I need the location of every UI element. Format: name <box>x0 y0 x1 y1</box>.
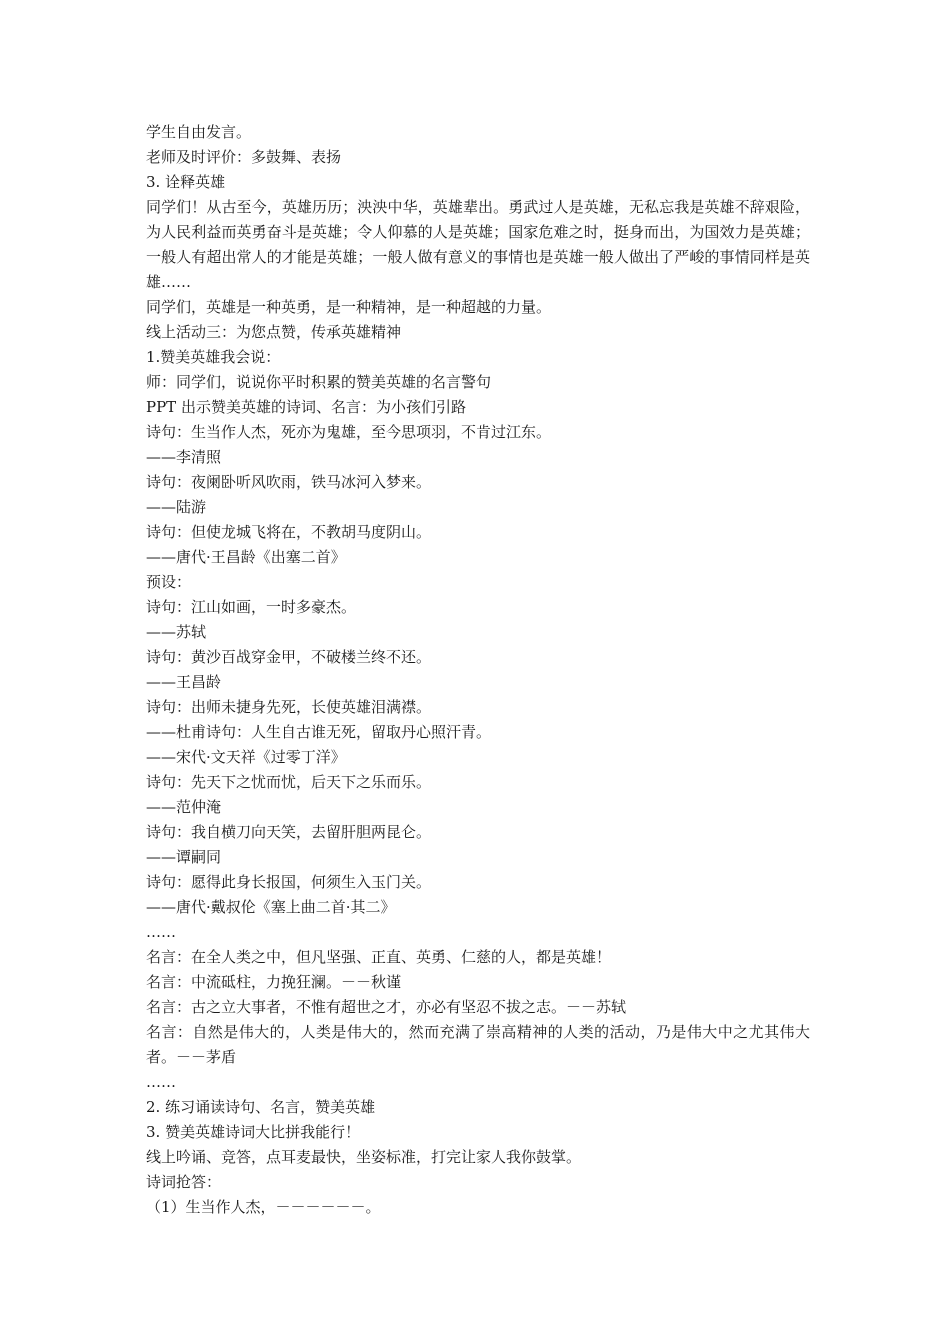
quote-line: 名言：在全人类之中，但凡坚强、正直、英勇、仁慈的人，都是英雄！ <box>146 948 612 966</box>
poem-author: ——谭嗣同 <box>146 848 222 866</box>
quiz-question: （1）生当作人杰，－－－－－－。 <box>146 1198 381 1216</box>
text-line: PPT 出示赞美英雄的诗词、名言：为小孩们引路 <box>146 398 466 416</box>
poem-author: ——唐代·王昌龄《出塞二首》 <box>146 548 346 566</box>
poem-line: 诗句：黄沙百战穿金甲，不破楼兰终不还。 <box>146 648 432 666</box>
poem-line: 诗句：但使龙城飞将在，不教胡马度阴山。 <box>146 523 432 541</box>
text-line: 师：同学们，说说你平时积累的赞美英雄的名言警句 <box>146 373 492 391</box>
poem-author: ——范仲淹 <box>146 798 222 816</box>
section-heading: 线上活动三：为您点赞，传承英雄精神 <box>146 323 402 341</box>
poem-line: 诗句：愿得此身长报国，何须生入玉门关。 <box>146 873 432 891</box>
poem-author: ——王昌龄 <box>146 673 222 691</box>
text-line: 同学们，英雄是一种英勇，是一种精神，是一种超越的力量。 <box>146 298 552 316</box>
poem-author: ——唐代·戴叔伦《塞上曲二首·其二》 <box>146 898 396 916</box>
poem-author: ——宋代·文天祥《过零丁洋》 <box>146 748 346 766</box>
poem-author: ——陆游 <box>146 498 207 516</box>
ellipsis-line: …… <box>146 923 176 941</box>
section-heading: 3. 诠释英雄 <box>146 173 226 191</box>
poem-line: 诗句：夜阑卧听风吹雨，铁马冰河入梦来。 <box>146 473 432 491</box>
poem-line: 诗句：生当作人杰，死亦为鬼雄，至今思项羽，不肯过江东。 <box>146 423 552 441</box>
poem-line: 诗句：先天下之忧而忧，后天下之乐而乐。 <box>146 773 432 791</box>
quote-paragraph: 名言：自然是伟大的，人类是伟大的，然而充满了崇高精神的人类的活动，乃是伟大中之尤其伟大者。－－茅盾 <box>146 1023 810 1066</box>
section-heading: 1.赞美英雄我会说： <box>146 348 281 366</box>
section-heading: 3. 赞美英雄诗词大比拼我能行！ <box>146 1123 361 1141</box>
poem-line: 诗句：我自横刀向天笑，去留肝胆两昆仑。 <box>146 823 432 841</box>
poem-line: 诗句：出师未捷身先死，长使英雄泪满襟。 <box>146 698 432 716</box>
poem-author: ——苏轼 <box>146 623 207 641</box>
quote-line: 名言：中流砥柱，力挽狂澜。－－秋谨 <box>146 973 402 991</box>
text-line: 诗词抢答： <box>146 1173 222 1191</box>
document-body <box>146 120 810 1220</box>
ellipsis-line: …… <box>146 1073 176 1091</box>
poem-line: 诗句：江山如画，一时多豪杰。 <box>146 598 357 616</box>
text-line: 学生自由发言。 <box>146 123 252 141</box>
text-line: 线上吟诵、竞答，点耳麦最快，坐姿标准，打完让家人我你鼓掌。 <box>146 1148 582 1166</box>
section-heading: 2. 练习诵读诗句、名言，赞美英雄 <box>146 1098 376 1116</box>
poem-author: ——杜甫诗句：人生自古谁无死，留取丹心照汗青。 <box>146 723 492 741</box>
text-line: 预设： <box>146 573 192 591</box>
poem-author: ——李清照 <box>146 448 222 466</box>
quote-line: 名言：古之立大事者，不惟有超世之才，亦必有坚忍不拔之志。－－苏轼 <box>146 998 627 1016</box>
hero-paragraph: 同学们！从古至今，英雄历历；泱泱中华，英雄辈出。勇武过人是英雄，无私忘我是英雄不辞艰险，为人民利益而英勇奋斗是英雄；令人仰慕的人是英雄；国家危难之时，挺身而出，为国效力是英雄；一般人有超出常人的才能是英雄；一般人做有意义的事情也是英雄一般人做出了严峻的事情同样是英雄…… <box>146 198 810 291</box>
text-line: 老师及时评价：多鼓舞、表扬 <box>146 148 342 166</box>
